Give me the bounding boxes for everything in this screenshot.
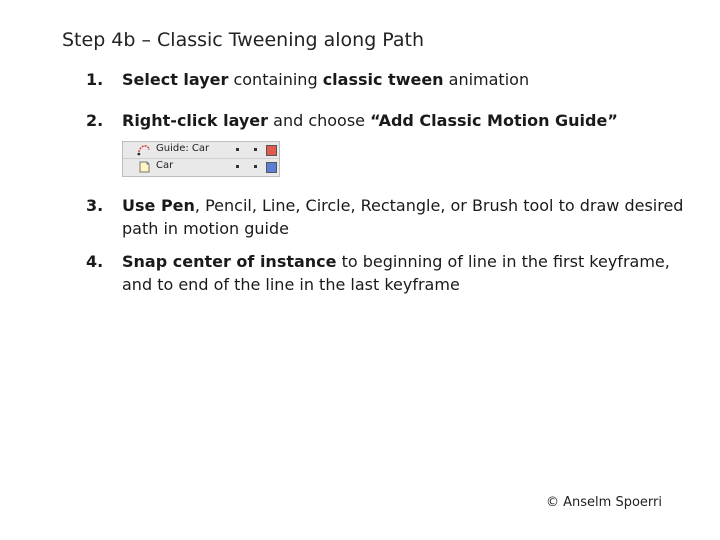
motion-guide-icon [137,144,151,156]
step-number: 2. [86,111,104,130]
step-4 [86,250,696,296]
step-text [122,109,696,132]
step-number: 3. [86,196,104,215]
step-text-bold: Snap center of instance [122,252,337,271]
layer-name: Car [156,160,174,171]
visibility-dot[interactable] [236,148,239,151]
copyright-footer: © Anselm Spoerri [546,495,662,510]
step-3 [86,194,696,240]
step-text [122,250,696,296]
lock-dot[interactable] [254,165,257,168]
step-text-plain: , Pencil, Line, Circle, Rectangle, or Brush tool to draw desired path in motion guide [122,196,684,238]
layer-page-icon [137,161,151,173]
step-text-bold: “Add Classic Motion Guide” [370,111,618,130]
layer-row-car[interactable] [123,159,279,175]
step-2 [86,109,696,132]
visibility-dot[interactable] [236,165,239,168]
slide-title: Step 4b – Classic Tweening along Path [62,29,425,51]
step-text [122,68,696,91]
layer-row-guide[interactable] [123,142,279,159]
layer-panel-screenshot [122,141,280,177]
step-text-plain: to beginning of line in the first keyframe, and to end of the line in the last keyframe [122,252,670,294]
layer-name: Guide: Car [156,143,210,154]
lock-dot[interactable] [254,148,257,151]
layer-color-swatch[interactable] [266,162,277,173]
step-number: 1. [86,70,104,89]
layer-color-swatch[interactable] [266,145,277,156]
step-text [122,194,696,240]
step-text-bold: Use Pen [122,196,195,215]
step-text-plain: animation [443,70,530,89]
step-text-plain: containing [228,70,323,89]
step-text-bold: Right-click layer [122,111,269,130]
step-text-plain: and choose [268,111,371,130]
step-number: 4. [86,252,104,271]
step-1 [86,68,696,91]
step-text-bold: classic tween [322,70,444,89]
step-text-bold: Select layer [122,70,229,89]
